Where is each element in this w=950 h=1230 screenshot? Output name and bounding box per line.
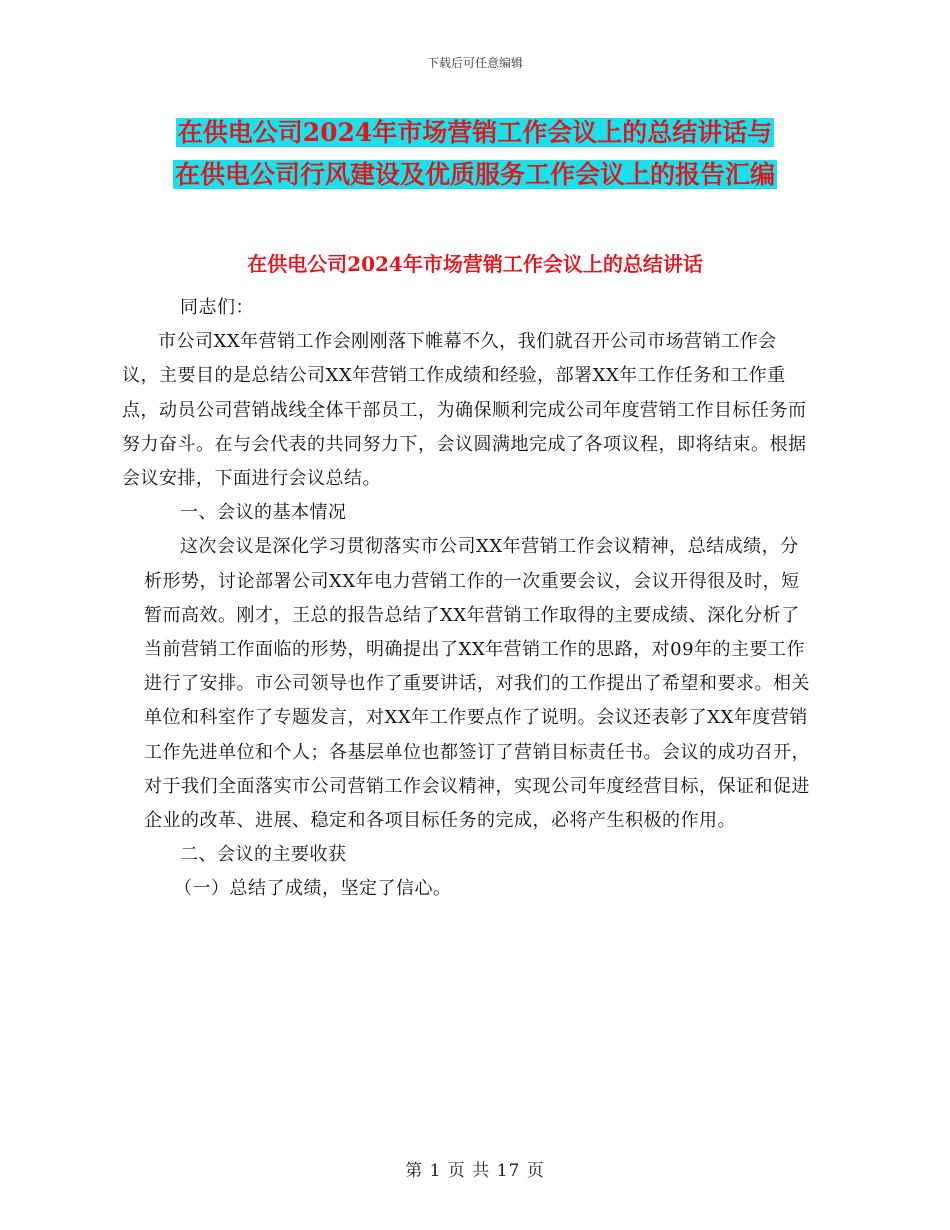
page-footer: 第 1 页 共 17 页: [405, 1161, 545, 1181]
title-line-2: [0, 154, 950, 196]
paragraph-1: 市公司XX年营销工作会刚刚落下帷幕不久，我们就召开公司市场营销工作会议，主要目的是总结公司XX年营销工作成绩和经验，部署XX年工作任务和工作重点，动员公司营销战线全体干部员工，为确保顺利完成公司年度营销工作目标任务而努力奋斗。在与会代表的共同努力下，会议圆满地完成了各项议程，即将结束。根据会议安排，下面进行会议总结。: [122, 331, 807, 490]
title-highlight-2: 在供电公司行风建设及优质服务工作会议上的报告汇编: [174, 160, 775, 189]
header-note: 下载后可任意编辑: [426, 56, 523, 70]
document-title: [0, 112, 950, 196]
title-line-1: [0, 112, 950, 154]
subheading-1: （一）总结了成绩，坚定了信心。: [174, 878, 452, 900]
heading-1: 一、会议的基本情况: [180, 502, 347, 524]
document-body: [122, 291, 812, 907]
title-highlight-1: 在供电公司2024年市场营销工作会议上的总结讲话与: [177, 118, 773, 147]
paragraph-2: 这次会议是深化学习贯彻落实市公司XX年营销工作会议精神，总结成绩，分析形势，讨论部署公司XX年电力营销工作的一次重要会议，会议开得很及时，短暂而高效。刚才，王总的报告总结了XX年营销工作取得的主要成绩、深化分析了当前营销工作面临的形势，明确提出了XX年营销工作的思路，对09年的主要工作进行了安排。市公司领导也作了重要讲话，对我们的工作提出了希望和要求。相关单位和科室作了专题发言，对XX年工作要点作了说明。会议还表彰了XX年度营销工作先进单位和个人；各基层单位也都签订了营销目标责任书。会议的成功召开，对于我们全面落实市公司营销工作会议精神，实现公司年度经营目标，保证和促进企业的改革、进展、稳定和各项目标任务的完成，必将产生积极的作用。: [144, 536, 810, 832]
greeting: 同志们：: [180, 297, 254, 318]
section-title: 在供电公司2024年市场营销工作会议上的总结讲话: [247, 252, 703, 276]
heading-2: 二、会议的主要收获: [180, 844, 347, 866]
